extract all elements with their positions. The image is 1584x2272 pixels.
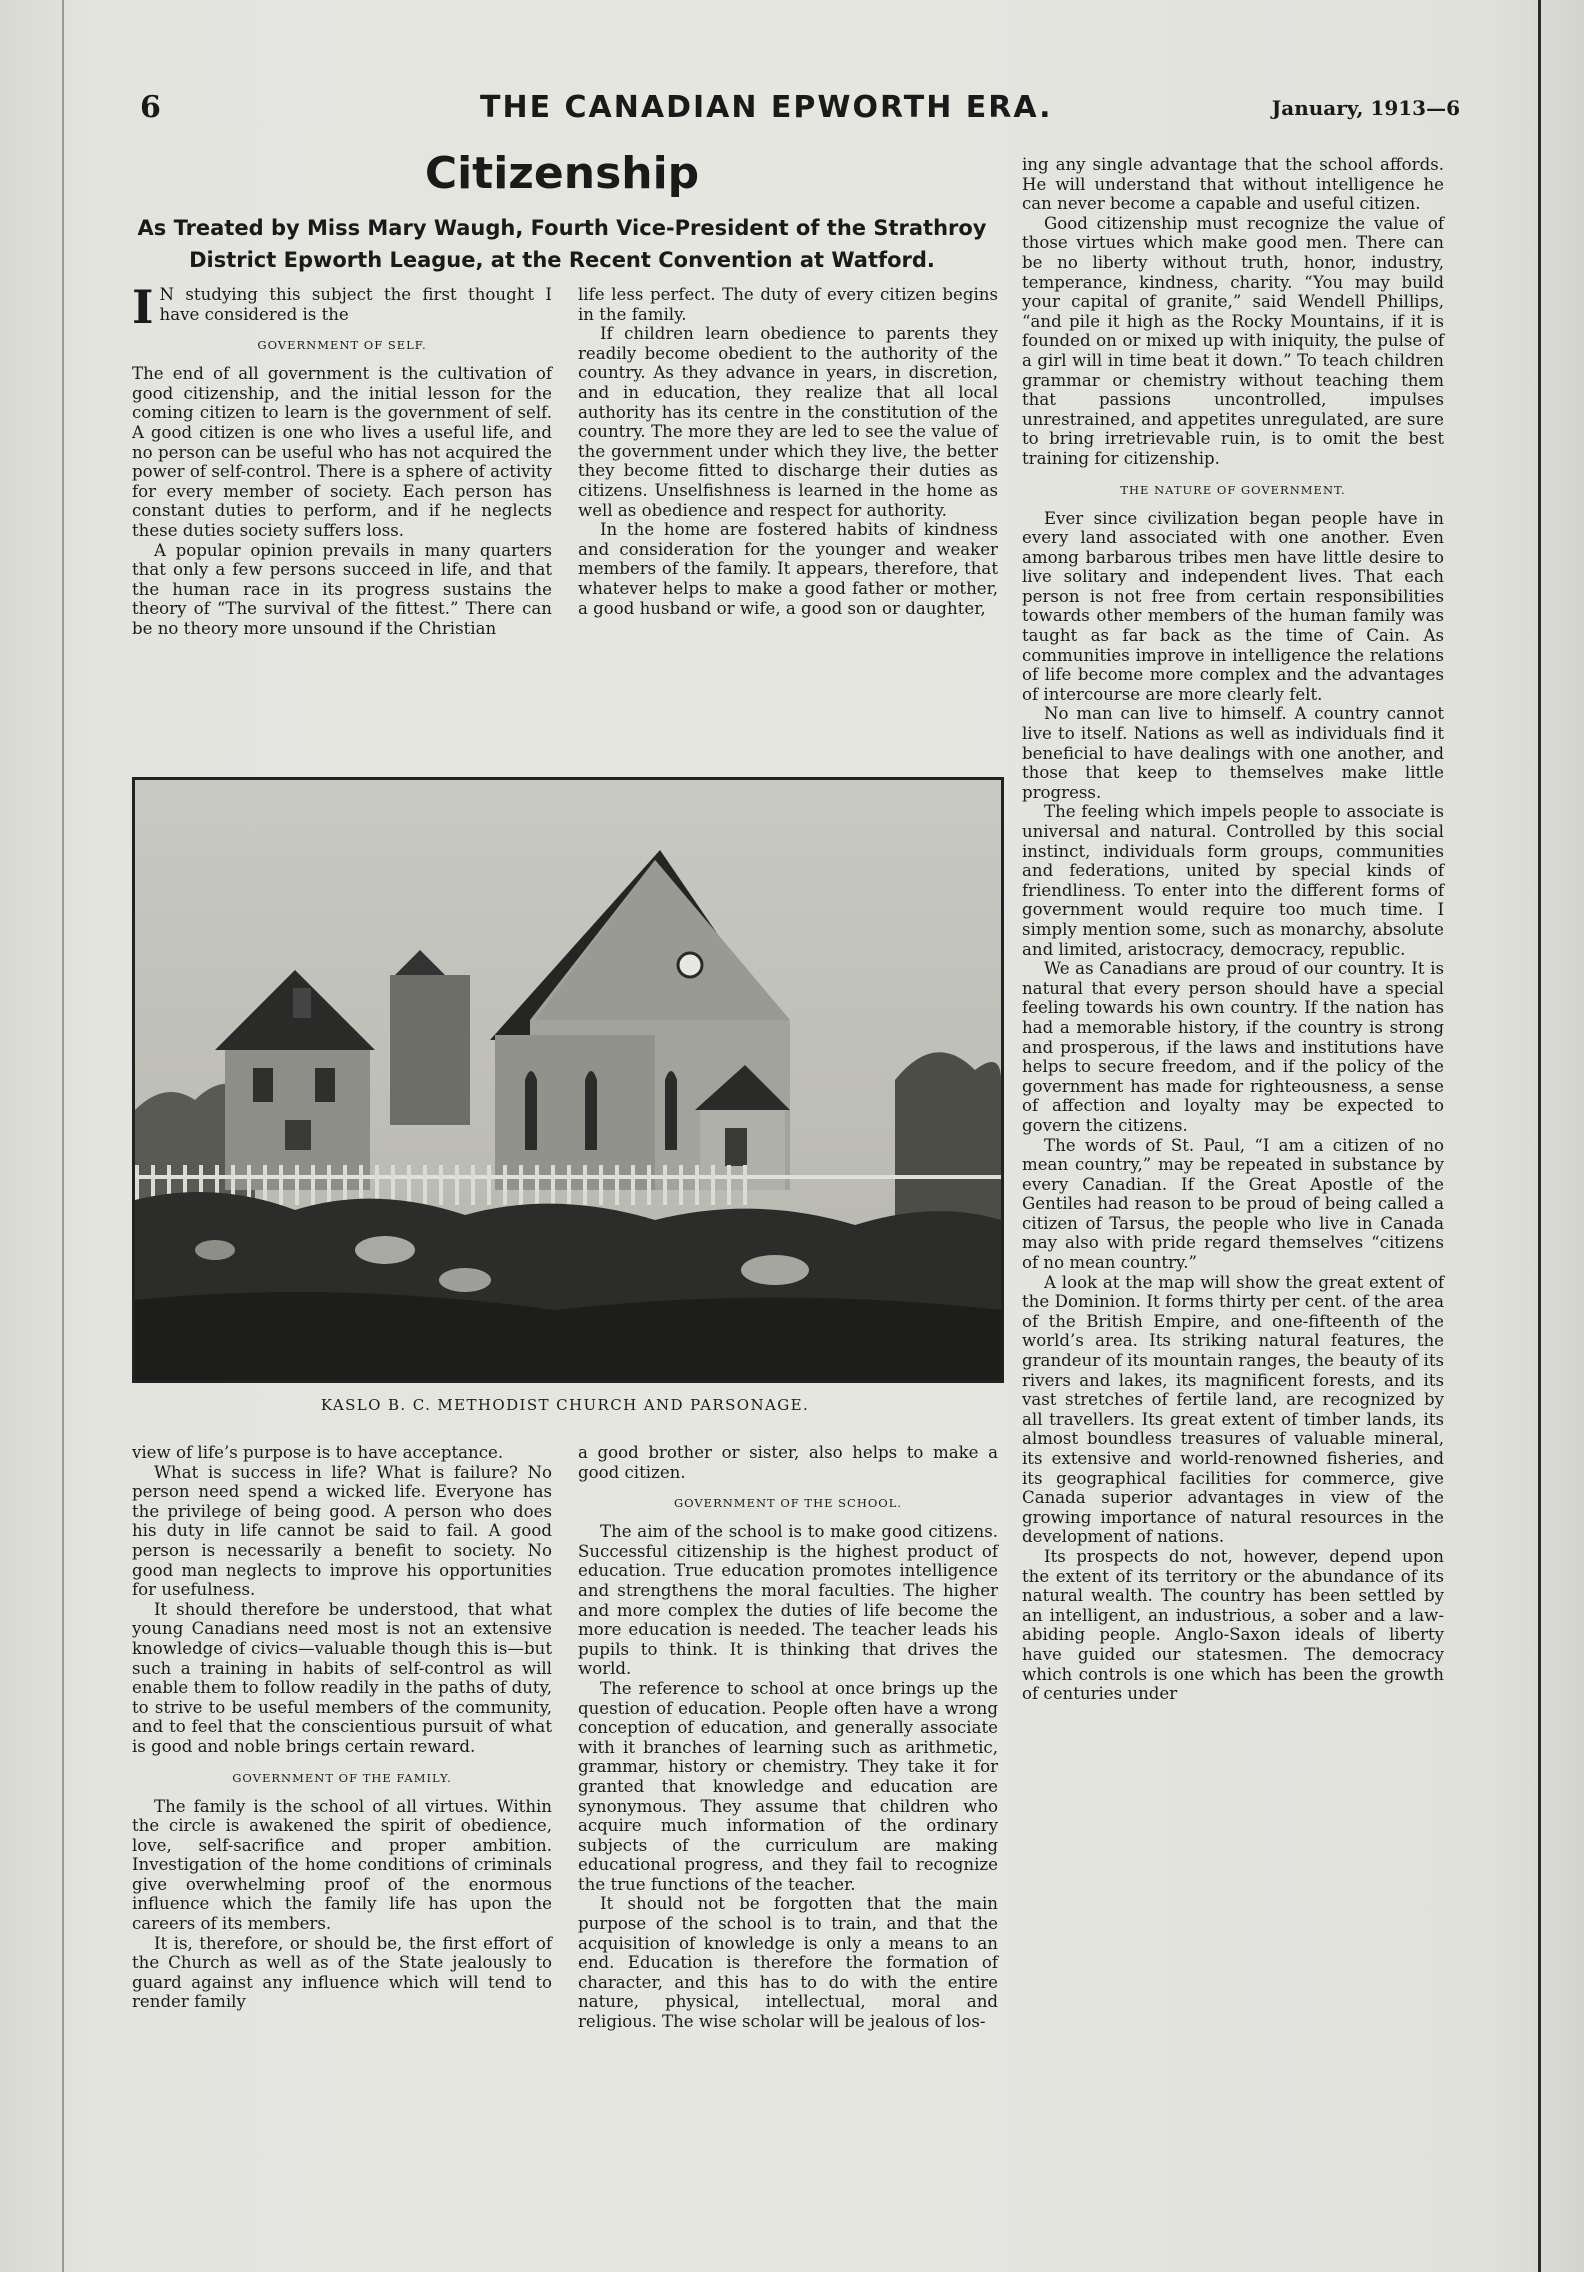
paragraph: It should not be forgotten that the main purpose of the school is to train, and that the acquisition of knowledge is only a means to an end. Education is therefore the formation of character, and this has to do with the entire nature, physical, intellectual, moral and religious. The wise scholar will be jealous of los- — [578, 1894, 998, 2032]
paragraph: It should therefore be understood, that what young Canadians need most is not an extensive knowledge of civics—valuable though this is—but such a training in habits of self-control as will enable them to follow readily in the paths of duty, to strive to be useful members of the community, and to feel that the conscientious pursuit of what is good and noble brings certain reward. — [132, 1599, 552, 1756]
church-photograph — [132, 777, 1004, 1383]
paragraph: Good citizenship must recognize the value of those virtues which make good men. There can be no liberty without truth, honor, industry, temperance, kindness, charity. “You may build your capital of granite,” said Wendell Phillips, “and pile it high as the Rocky Mountains, if it is founded on or mixed up with iniquity, the pulse of a girl will in time beat it down.” To teach children grammar or chemistry without teaching them that passions uncontrolled, impulses unrestrained, and appetites unregulated, are sure to bring irretrievable ruin, is to omit the best training for citizenship. — [1022, 213, 1444, 468]
column-2-top — [578, 285, 998, 618]
paragraph: A look at the map will show the great extent of the Dominion. It forms thirty per cent. of the area of the British Empire, and one-fifteenth of the world’s area. Its striking natural features, the grandeur of its mountain ranges, the beauty of its rivers and lakes, its magnificent forests, and its vast stretches of fertile land, are recognized by all travellers. Its great extent of timber lands, its almost boundless treasures of valuable mineral, its extensive and world-renowned fisheries, and its geographical facilities for commerce, give Canada superior advantages in view of the growing importance of natural resources in the development of nations. — [1022, 1272, 1444, 1547]
page-number: 6 — [140, 90, 161, 125]
section-heading: GOVERNMENT OF THE SCHOOL. — [673, 1496, 903, 1511]
paragraph: In the home are fostered habits of kindness and consideration for the younger and weaker members of the family. It appears, therefore, that whatever helps to make a good father or mother, a good husband or wife, a good son or daughter, — [578, 520, 998, 618]
paragraph: ing any single advantage that the school affords. He will understand that without intelligence he can never become a capable and useful citizen. — [1022, 155, 1444, 214]
section-heading: GOVERNMENT OF THE FAMILY. — [232, 1770, 452, 1785]
paragraph: If children learn obedience to parents they readily become obedient to the authority of the country. As they advance in years, in discretion, and in education, they realize that all local authority has its centre in the constitution of the country. The more they are led to see the value of the government under which they live, the better they become fitted to discharge their duties as citizens. Unselfishness is learned in the home as well as obedience and respect for authority. — [578, 324, 998, 520]
column-1-bottom — [132, 1443, 552, 2012]
paragraph: The aim of the school is to make good citizens. Successful citizenship is the highest product of education. True education promotes intelligence and strengthens the moral faculties. The higher and more complex the duties of life become the more education is needed. The teacher leads his pupils to think. It is thinking that drives the world. — [578, 1522, 998, 1679]
paragraph: The feeling which impels people to associate is universal and natural. Controlled by this social instinct, individuals form groups, communities and federations, united by special kinds of friendliness. To enter into the different forms of government would require too much time. I simply mention some, such as monarchy, absolute and limited, aristocracy, democracy, republic. — [1022, 802, 1444, 959]
drop-cap: I — [132, 280, 154, 334]
paragraph: a good brother or sister, also helps to make a good citizen. — [578, 1443, 998, 1482]
column-1-top-body — [132, 338, 552, 638]
paragraph: A popular opinion prevails in many quarters that only a few persons succeed in life, and that the human race in its progress sustains the theory of “The survival of the fittest.” There can be no theory more unsound if the Christian — [132, 540, 552, 638]
paragraph: The words of St. Paul, “I am a citizen of no mean country,” may be repeated in substance by every Canadian. If the Great Apostle of the Gentiles had reason to be proud of being called a citizen of Tarsus, the people who live in Canada may also with pride regard themselves “citizens of no mean country.” — [1022, 1135, 1444, 1273]
section-heading: GOVERNMENT OF SELF. — [257, 338, 427, 353]
paragraph: The reference to school at once brings up the question of education. People often have a wrong conception of education, and generally associate with it branches of learning such as arithmetic, grammar, history or chemistry. They take it for granted that knowledge and education are synonymous. They assume that children who acquire much information of the ordinary subjects of the curriculum are making educational progress, and they fail to recognize the true functions of the teacher. — [578, 1678, 998, 1894]
paragraph: We as Canadians are proud of our country. It is natural that every person should have a special feeling towards his own country. If the nation has had a memorable history, if the country is strong and prosperous, if the laws and institutions have helps to secure freedom, and if the policy of the government has made for righteousness, a sense of affection and loyalty may be expected to govern the citizens. — [1022, 959, 1444, 1135]
paragraph: The family is the school of all virtues. Within the circle is awakened the spirit of obedience, love, self-sacrifice and proper ambition. Investigation of the home conditions of criminals give overwhelming proof of the enormous influence which the family life has upon the careers of its members. — [132, 1796, 552, 1934]
article-subtitle: As Treated by Miss Mary Waugh, Fourth Vice-President of the Strathroy District Epworth League, at the Recent Convention at Watford. — [137, 216, 987, 272]
page-edge-line — [1538, 0, 1541, 2272]
paragraph: life less perfect. The duty of every citizen begins in the family. — [578, 285, 998, 324]
intro-text: N studying this subject the first thought I have considered is the — [159, 285, 552, 324]
paragraph: The end of all government is the cultivation of good citizenship, and the initial lesson for the coming citizen to learn is the government of self. A good citizen is one who lives a useful life, and no person can be useful who has not acquired the power of self-control. There is a sphere of activity for every member of society. Each person has constant duties to perform, and if he neglects these duties society suffers loss. — [132, 364, 552, 540]
issue-date: January, 1913—6 — [1271, 96, 1460, 120]
column-3 — [1022, 155, 1444, 1704]
page-gutter-line — [62, 0, 64, 2272]
running-header — [140, 90, 1460, 130]
paragraph: Ever since civilization began people have in every land associated with one another. Even among barbarous tribes men have little desire to live solitary and independent lives. That each person is not free from certain responsibilities towards other members of the human family was taught as far back as the time of Cain. As communities improve in intelligence the relations of life become more complex and the advantages of intercourse are more clearly felt. — [1022, 508, 1444, 704]
journal-title: THE CANADIAN EPWORTH ERA. — [480, 90, 1053, 125]
column-2-bottom — [578, 1443, 998, 2032]
paragraph: It is, therefore, or should be, the first effort of the Church as well as of the State jealously to guard against any influence which will tend to render family — [132, 1933, 552, 2012]
paragraph: What is success in life? What is failure? No person need spend a wicked life. Everyone has the privilege of being good. A person who does his duty in life cannot be said to fail. A good person is necessarily a benefit to society. No good man neglects to improve his opportunities for usefulness. — [132, 1462, 552, 1600]
article-intro — [132, 280, 552, 334]
section-heading: THE NATURE OF GOVERNMENT. — [1120, 482, 1346, 497]
paragraph: Its prospects do not, however, depend upon the extent of its territory or the abundance of its natural wealth. The country has been settled by an intelligent, an industrious, a sober and a law-abiding people. Anglo-Saxon ideals of liberty have guided our statesmen. The democracy which controls is one which has been the growth of centuries under — [1022, 1546, 1444, 1704]
article-title: Citizenship — [424, 148, 700, 199]
paragraph: view of life’s purpose is to have acceptance. — [132, 1443, 504, 1462]
paragraph: No man can live to himself. A country cannot live to itself. Nations as well as individuals find it beneficial to have dealings with one another, and those that keep to themselves make little progress. — [1022, 704, 1444, 802]
church-illustration — [135, 780, 1001, 1380]
photo-caption: KASLO B. C. METHODIST CHURCH AND PARSONAGE. — [320, 1396, 810, 1414]
column-1-top — [132, 280, 552, 639]
